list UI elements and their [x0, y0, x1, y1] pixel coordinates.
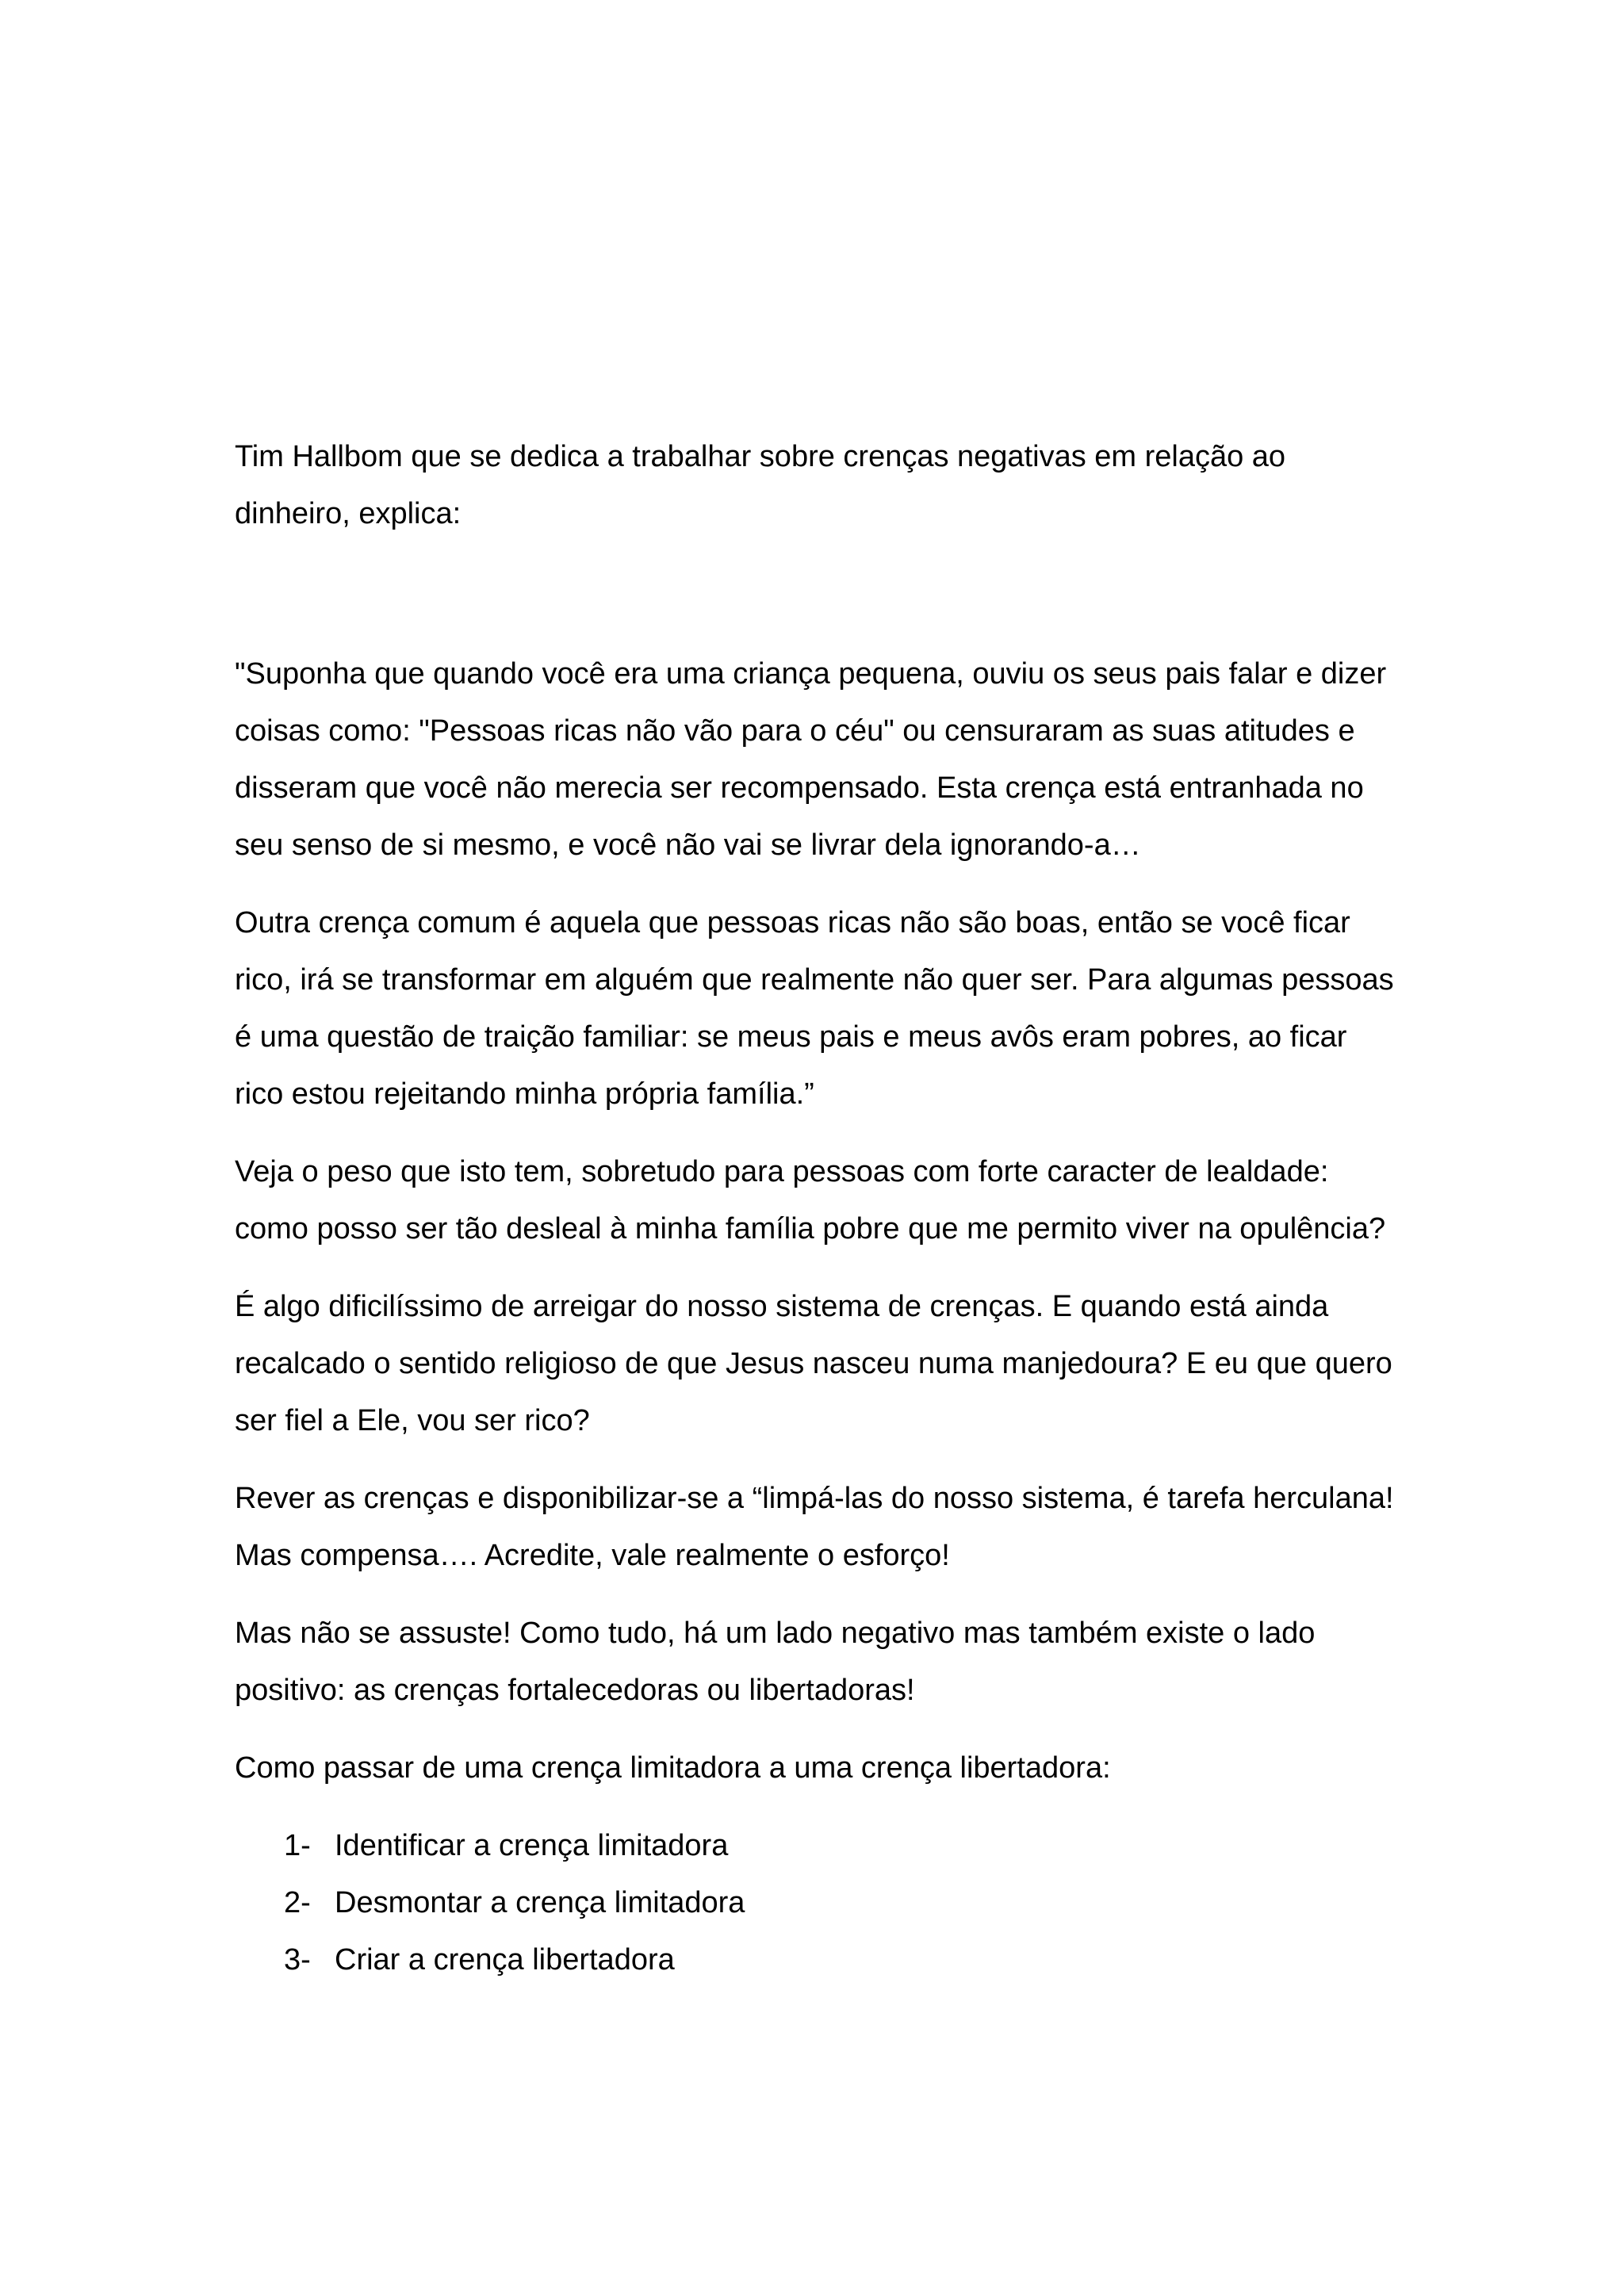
document-body: [235, 428, 1416, 1988]
body-paragraph-review-beliefs: Rever as crenças e disponibilizar-se a “limpá-las do nosso sistema, é tarefa herculana! Mas compensa…. Acredite, vale realmente o esforço!: [235, 1482, 1394, 1572]
list-item: [284, 1874, 1416, 1931]
intro-paragraph: Tim Hallbom que se dedica a trabalhar sobre crenças negativas em relação ao dinheiro, explica:: [235, 440, 1286, 530]
list-item: [284, 1817, 1416, 1874]
steps-heading: Como passar de uma crença limitadora a uma crença libertadora:: [235, 1751, 1111, 1785]
step-text: Criar a crença libertadora: [335, 1943, 675, 1976]
body-paragraph-loyalty: Veja o peso que isto tem, sobretudo para pessoas com forte caracter de lealdade: como posso ser tão desleal à minha família pobre que me permito viver na opulência?: [235, 1155, 1386, 1246]
step-number: 2-: [284, 1886, 311, 1919]
body-paragraph-positive-side: Mas não se assuste! Como tudo, há um lado negativo mas também existe o lado positivo: as crenças fortalecedoras ou libertadoras!: [235, 1617, 1316, 1707]
body-paragraph-religious: É algo dificilíssimo de arreigar do nosso sistema de crenças. E quando está ainda recalcado o sentido religioso de que Jesus nasceu numa manjedoura? E eu que quero ser fiel a Ele, vou ser rico?: [235, 1290, 1392, 1437]
step-text: Desmontar a crença limitadora: [335, 1886, 745, 1919]
steps-list: [235, 1817, 1416, 1988]
step-number: 1-: [284, 1829, 311, 1862]
quote-paragraph-2: Outra crença comum é aquela que pessoas ricas não são boas, então se você ficar rico, irá se transformar em alguém que realmente não quer ser. Para algumas pessoas é uma questão de traição familiar: se meus pais e meus avôs eram pobres, ao ficar rico estou rejeitando minha própria família.”: [235, 906, 1394, 1111]
step-number: 3-: [284, 1943, 311, 1976]
step-text: Identificar a crença limitadora: [335, 1829, 729, 1862]
list-item: [284, 1931, 1416, 1988]
quote-paragraph-1: "Suponha que quando você era uma criança pequena, ouviu os seus pais falar e dizer coisas como: "Pessoas ricas não vão para o céu" ou censuraram as suas atitudes e disseram que você não merecia ser recompensado. Esta crença está entranhada no seu senso de si mesmo, e você não vai se livrar dela ignorando-a…: [235, 657, 1387, 862]
